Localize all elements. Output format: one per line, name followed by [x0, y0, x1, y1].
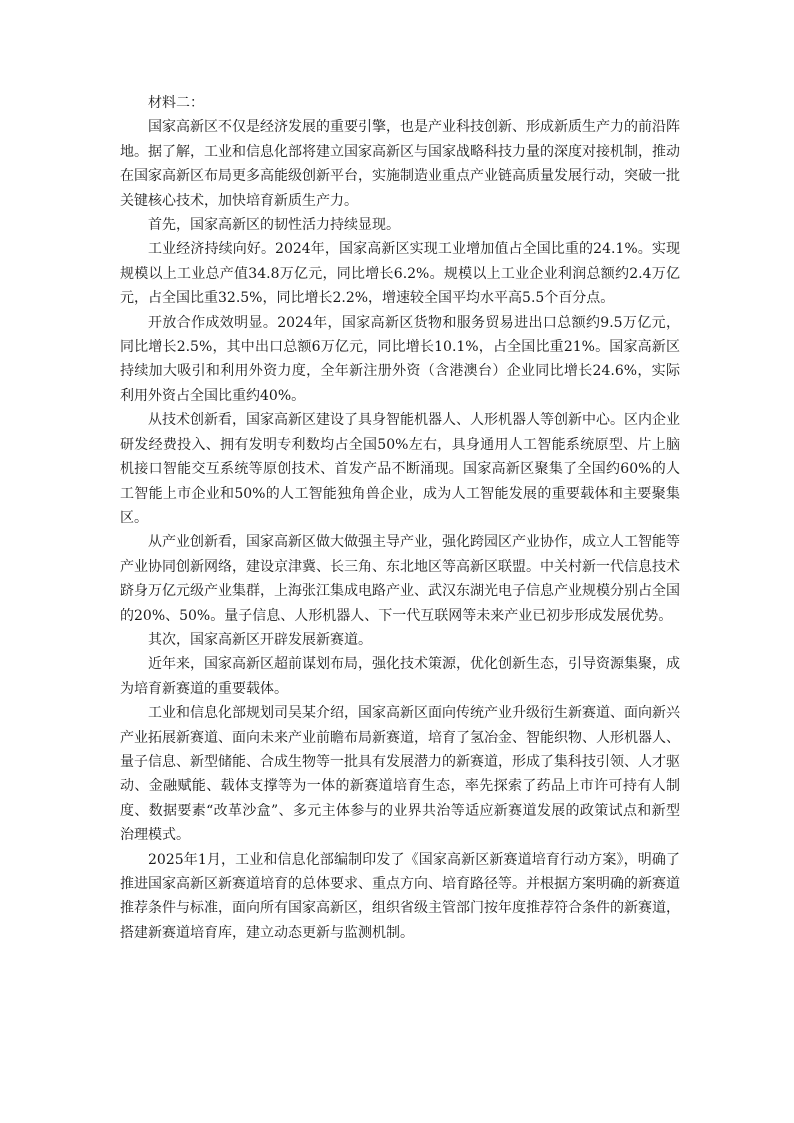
paragraph-open-cooperation: 开放合作成效明显。2024年，国家高新区货物和服务贸易进出口总额约9.5万亿元，同比增长2.5%，其中出口总额6万亿元，同比增长10.1%，占全国比重21%。国家高新区持续加大吸引和利用外资力度，全年新注册外资（含港澳台）企业同比增长24.6%，实际利用外资占全国比重约40%。: [120, 314, 680, 404]
paragraph-industry-innovation: 从产业创新看，国家高新区做大做强主导产业，强化跨园区产业协作，成立人工智能等产业协同创新网络，建设京津冀、长三角、东北地区等高新区联盟。中关村新一代信息技术跻身万亿元级产业集群，上海张江集成电路产业、武汉东湖光电子信息产业规模分别占全国的20%、50%。量子信息、人形机器人、下一代互联网等未来产业已初步形成发展优势。: [120, 534, 680, 624]
paragraph-action-plan: 2025年1月，工业和信息化部编制印发了《国家高新区新赛道培育行动方案》，明确了推进国家高新区新赛道培育的总体要求、重点方向、培育路径等。并根据方案明确的新赛道推荐条件与标准，面向所有国家高新区，组织省级主管部门按年度推荐符合条件的新赛道，搭建新赛道培育库，建立动态更新与监测机制。: [120, 851, 680, 941]
paragraph-first-point: 首先，国家高新区的韧性活力持续显现。: [148, 217, 400, 234]
paragraph-ministry-intro: 工业和信息化部规划司吴某介绍，国家高新区面向传统产业升级衍生新赛道、面向新兴产业拓展新赛道、面向未来产业前瞻布局新赛道，培育了氢冶金、智能织物、人形机器人、量子信息、新型储能、合成生物等一批具有发展潜力的新赛道，形成了集科技引领、人才驱动、金融赋能、载体支撑等为一体的新赛道培育生态，率先探索了药品上市许可持有人制度、数据要素“改革沙盒”、多元主体参与的业界共治等适应新赛道发展的政策试点和新型治理模式。: [120, 705, 680, 844]
paragraph-industrial-economy: 工业经济持续向好。2024年，国家高新区实现工业增加值占全国比重的24.1%。实现规模以上工业总产值34.8万亿元，同比增长6.2%。规模以上工业企业利润总额约2.4万亿元，占全国比重32.5%，同比增长2.2%，增速较全国平均水平高5.5个百分点。: [120, 241, 680, 307]
paragraph-second-point: 其次，国家高新区开辟发展新赛道。: [148, 631, 372, 648]
paragraph-intro: 国家高新区不仅是经济发展的重要引擎，也是产业科技创新、形成新质生产力的前沿阵地。据了解，工业和信息化部将建立国家高新区与国家战略科技力量的深度对接机制，推动在国家高新区布局更多高能级创新平台，实施制造业重点产业链高质量发展行动，突破一批关键核心技术，加快培育新质生产力。: [120, 119, 680, 209]
material-heading: 材料二：: [148, 95, 204, 111]
paragraph-recent-years: 近年来，国家高新区超前谋划布局，强化技术策源，优化创新生态，引导资源集聚，成为培育新赛道的重要载体。: [120, 656, 680, 697]
paragraph-tech-innovation: 从技术创新看，国家高新区建设了具身智能机器人、人形机器人等创新中心。区内企业研发经费投入、拥有发明专利数均占全国50%左右，具身通用人工智能系统原型、片上脑机接口智能交互系统等原创技术、首发产品不断涌现。国家高新区聚集了全国约60%的人工智能上市企业和50%的人工智能独角兽企业，成为人工智能发展的重要载体和主要聚集区。: [120, 412, 680, 526]
document-body: [120, 91, 680, 945]
